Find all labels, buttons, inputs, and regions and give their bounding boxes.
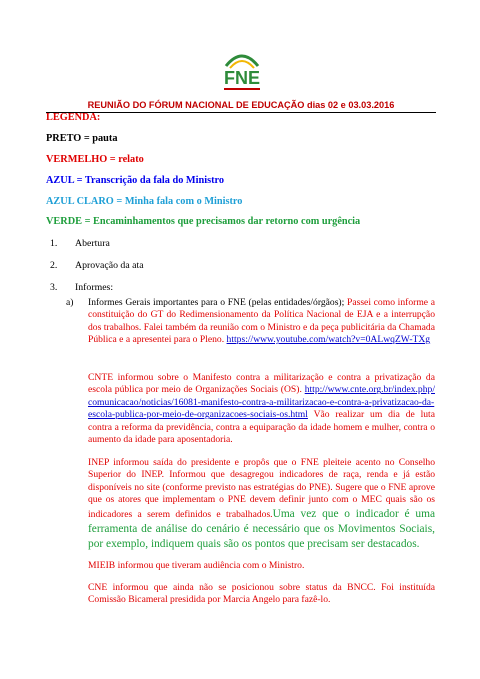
subitem-marker: a) (66, 297, 74, 308)
fne-logo-graphic (212, 44, 272, 94)
legend-azul: AZUL = Transcrição da fala do Ministro (46, 175, 225, 186)
agenda-item (50, 260, 144, 271)
agenda-label: Informes: (75, 282, 114, 293)
legend-vermelho: VERMELHO = relato (46, 154, 144, 165)
inep-encaminhamento: Uma vez que o indicador é uma ferramenta de análise do cenário é necessário que os Movimentos Sociais, por exemplo, indiquem quais são os pontos que precisam ser destacados. (88, 507, 435, 550)
inep-text: INEP informou saída do presidente e propôs que o FNE pleiteie acento no Conselho Superior do INEP. Informou que desagregou indicadores de raça, renda e já estão disponíveis no site (conforme previsto nas estratégias do PNE). Sugere que o FNE aprove que os atores que implementam o PNE devem definir junto com o MEC quais são os indicadores a serem definidos e trabalhados. (88, 457, 435, 520)
fne-logo (212, 44, 272, 94)
meeting-title: REUNIÃO DO FÓRUM NACIONAL DE EDUCAÇÃO dias 02 e 03.03.2016 (46, 100, 436, 113)
cnte-text: CNTE informou sobre o Manifesto contra a militarização e contra a privatização da escola pública por meio de Organizações Sociais (OS). (88, 372, 435, 396)
legend-preto: PRETO = pauta (46, 133, 118, 144)
mieib-paragraph: MIEIB informou que tiveram audiência com o Ministro. (88, 560, 305, 571)
agenda-item (50, 238, 110, 249)
legend-verde: VERDE = Encaminhamentos que precisamos dar retorno com urgência (46, 216, 361, 227)
agenda-number: 2. (50, 260, 58, 271)
agenda-label: Abertura (75, 238, 110, 249)
cnte-text-2: Vão realizar um dia de luta contra a reforma da previdência, contra a equiparação da idade homem e mulher, contra o aumento da idade para aposentadoria. (88, 409, 435, 446)
legend-azul-claro: AZUL CLARO = Minha fala com o Ministro (46, 196, 243, 207)
cnte-link[interactable]: http://www.cnte.org.br/index.php/comunicacao/noticias/16081-manifesto-contra-a-militarizacao-e-contra-a-privatizacao-da-escola-publica-por-meio-de-organizacoes-sociais-os.html (88, 384, 435, 421)
agenda-item (50, 282, 113, 293)
agenda-number: 1. (50, 238, 58, 249)
informes-gerais-text: Informes Gerais importantes para o FNE (pelas entidades/órgãos); (88, 297, 345, 308)
legend-title: LEGENDA: (46, 112, 101, 123)
cnte-paragraph (88, 372, 435, 446)
cne-paragraph: CNE informou que ainda não se posicionou sobre status da BNCC. Foi instituída Comissão Bicameral presidida por Marcia Angelo para fazê-lo. (88, 582, 435, 606)
youtube-link[interactable]: https://www.youtube.com/watch?v=0ALwqZW-TXg (226, 334, 431, 346)
informes-gerais-paragraph (88, 297, 435, 347)
agenda-label: Aprovação da ata (75, 260, 144, 271)
informes-relato: Passei como informe a constituição do GT do Redimensionamento da Política Nacional de EJA e a interrupção dos trabalhos. Falei também da reunião com o Ministro e da peça publicitária da Chamada Pública e a apresentei para o Pleno. (88, 297, 435, 346)
agenda-number: 3. (50, 282, 58, 293)
fne-logo-text: FNE (224, 68, 260, 88)
inep-paragraph (88, 457, 435, 552)
